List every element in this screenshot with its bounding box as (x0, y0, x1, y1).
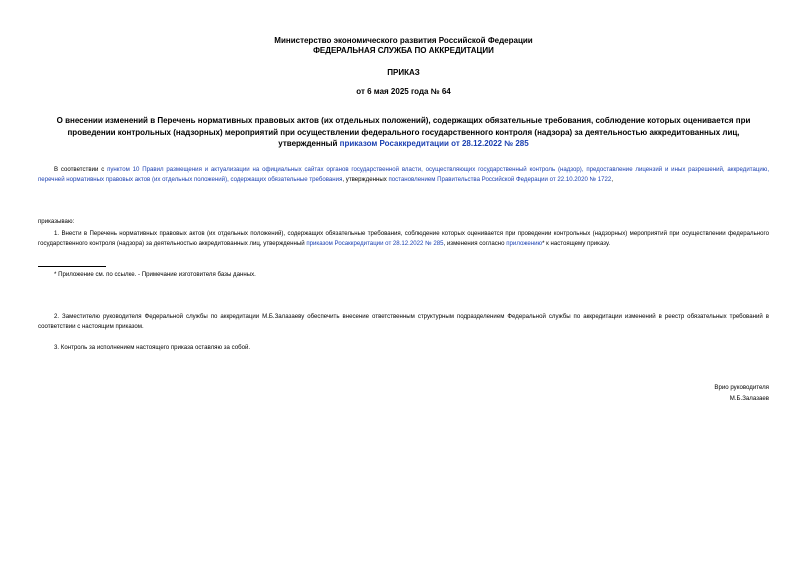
document-title (38, 115, 769, 150)
footnote-text: * Приложение см. по ссылке. - Примечание изготовителя базы данных. (54, 271, 256, 278)
signature-position: Врио руководителя (714, 384, 769, 391)
title-order-link[interactable]: приказом Росаккредитации от 28.12.2022 № 285 (339, 139, 529, 148)
ministry-heading: Министерство экономического развития Российской Федерации (274, 36, 533, 45)
item-1-order-link[interactable]: приказом Росаккредитации от 28.12.2022 № 285 (306, 240, 444, 247)
item-1-text-1: 1. Внести в Перечень нормативных правовых актов (их отдельных положений), содержащих обязательные требования, соблюдение которых оценивается при проведении контрольных (надзорных) мероприятий при осуществлении федерального государственного контроля (надзора) за деятельностью аккредитованных лиц, утвержденный (38, 230, 769, 247)
item-1-paragraph (38, 229, 769, 249)
government-decree-link[interactable]: постановлением Правительства Российской Федерации от 22.10.2020 № 1722 (388, 176, 612, 183)
preamble-text-3: , (611, 176, 614, 183)
title-text: О внесении изменений в Перечень нормативных правовых актов (их отдельных положений), содержащих обязательные требования, соблюдение которых оценивается при проведении контрольных (надзорных) мероприятий при осуществлении федерального государственного контроля (надзора) за деятельностью аккредитованных лиц, утвержденный (56, 116, 751, 148)
preamble-text-2: , утвержденных (342, 176, 389, 183)
preamble-text-1: В соответствии с (54, 166, 108, 173)
item-1-text-2: , изменения согласно (443, 240, 507, 247)
appendix-link[interactable]: приложению (506, 240, 543, 247)
prikazyvayu-text: приказываю: (38, 218, 75, 225)
item-3-paragraph: 3. Контроль за исполнением настоящего приказа оставляю за собой. (54, 344, 251, 351)
signature-name: М.Б.Залазаев (729, 395, 769, 402)
footnote-divider (38, 266, 106, 267)
item-1-text-3: * к настоящему приказу. (542, 240, 611, 247)
service-heading: ФЕДЕРАЛЬНАЯ СЛУЖБА ПО АККРЕДИТАЦИИ (313, 46, 494, 55)
item-2-paragraph: 2. Заместителю руководителя Федеральной службы по аккредитации М.Б.Залазаеву обеспечить внесение ответственным структурным подразделением Федеральной службы по аккредитации изменений в реестр обязательных требований в соответствии с настоящим приказом. (38, 313, 769, 330)
preamble-paragraph (38, 165, 769, 185)
order-label: ПРИКАЗ (387, 68, 420, 77)
order-date: от 6 мая 2025 года № 64 (356, 87, 451, 96)
rules-link[interactable]: пунктом 10 Правил размещения и актуализации на официальных сайтах органов государственной власти, осуществляющих государственный контроль (надзор), предоставление лицензий и иных разрешений, аккредитацию, перечней нормативных правовых актов (их отдельных положений), содержащих обязательные требования (38, 166, 770, 183)
